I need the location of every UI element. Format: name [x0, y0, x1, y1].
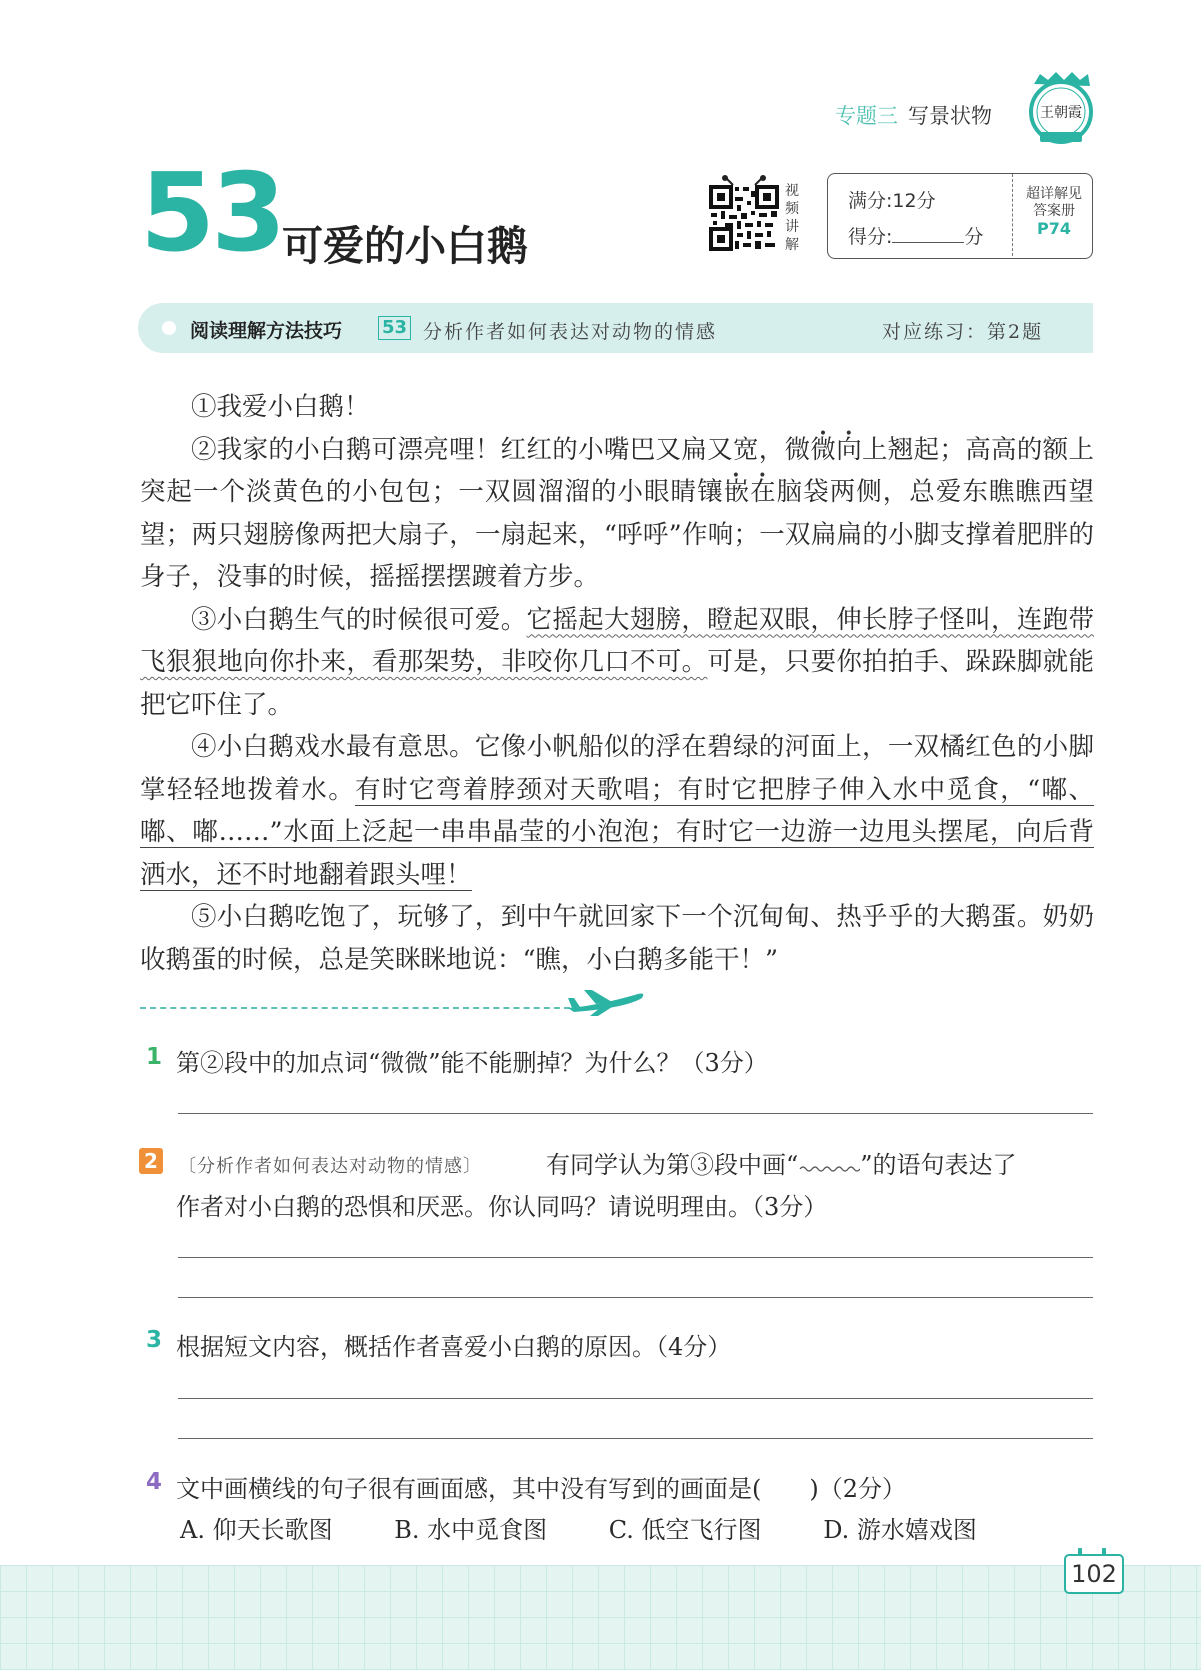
full-score: 满分:12分: [848, 190, 936, 212]
option-b[interactable]: B. 水中觅食图: [394, 1516, 548, 1544]
option-a[interactable]: A. 仰天长歌图: [180, 1516, 333, 1544]
section-divider: [140, 1007, 570, 1009]
banner-practice: 对应练习：第2题: [882, 321, 1044, 343]
question-1-number: 1: [146, 1044, 163, 1070]
question-3-text: 根据短文内容，概括作者喜爱小白鹅的原因。（4分）: [176, 1333, 732, 1361]
dotted-char-wei1: 微: [784, 434, 811, 465]
topic-name: 写景状物: [908, 104, 992, 128]
wavy-line-icon: [798, 1153, 860, 1173]
question-2-text: [546, 1145, 1017, 1180]
page-number: 102: [1064, 1554, 1124, 1594]
dotted-char-qian: 嵌: [723, 477, 751, 507]
paragraph-2-text-a: ②我家的小白鹅可漂亮哩！红红的小嘴巴又扁又宽，: [191, 434, 785, 465]
underlined-sentence: 有时它弯着脖颈对天歌唱；有时它把脖子伸入水中觅食，“嘟、嘟、嘟……”水面上泛起一串串晶莹的小泡泡；有时它一边游一边甩头摆尾，向后背洒水，还不时地翻着跟头哩！: [140, 774, 1094, 890]
question-4-text: 文中画横线的句子很有画面感，其中没有写到的画面是( )（2分）: [176, 1475, 906, 1503]
answer-line-q2-2[interactable]: [178, 1297, 1093, 1298]
answer-ref-line2: 答案册: [1033, 203, 1075, 219]
answer-line-q2-1[interactable]: [178, 1257, 1093, 1258]
paragraph-4: [140, 726, 1094, 896]
question-2-text-c: 作者对小白鹅的恐惧和厌恶。你认同吗？请说明理由。（3分）: [176, 1193, 828, 1221]
lesson-number: 53: [140, 151, 283, 276]
question-3-number: 3: [146, 1327, 163, 1353]
answer-line-q1[interactable]: [178, 1113, 1093, 1114]
banner-number: 53: [378, 316, 411, 340]
author-badge-icon: [1026, 70, 1096, 148]
question-2-number: 2: [139, 1148, 163, 1174]
answer-line-q3-2[interactable]: [178, 1438, 1093, 1439]
answer-line-q3-1[interactable]: [178, 1398, 1093, 1399]
question-4-options: [180, 1510, 1031, 1545]
paragraph-2-text-b: 向上翘起；高高的额上突起一个淡黄色的小包包；一双圆溜溜的小眼睛: [140, 434, 1094, 507]
paragraph-3: [140, 599, 1094, 727]
got-score-label: 得分:: [848, 226, 893, 248]
banner-dot-icon: [162, 321, 176, 335]
question-2-tag: 〔分析作者如何表达对动物的情感〕: [178, 1156, 482, 1177]
banner-description: 分析作者如何表达对动物的情感: [423, 321, 718, 343]
paragraph-3-text-a: ③小白鹅生气的时候很可爱。: [191, 604, 527, 635]
badge-text: 王朝霞: [1040, 105, 1082, 121]
banner-label: 阅读理解方法技巧: [190, 320, 343, 342]
qr-code-icon[interactable]: [705, 175, 783, 253]
paragraph-1: ①我爱小白鹅！: [191, 392, 370, 422]
score-divider: [1012, 174, 1013, 256]
lesson-title: 可爱的小白鹅: [282, 222, 528, 270]
paragraph-5: ⑤小白鹅吃饱了，玩够了，到中午就回家下一个沉甸甸、热乎乎的大鹅蛋。奶奶收鹅蛋的时候，总是笑眯眯地说：“瞧，小白鹅多能干！”: [140, 902, 1094, 975]
question-4-number: 4: [146, 1469, 163, 1495]
paragraph-2-text-c: 在脑袋两侧，总爱东瞧瞧西望望；两只翅膀像两把大扇子，一扇起来，“呼呼”作响；一双扁扁的小脚支撑着肥胖的身子，没事的时候，摇摇摆摆踱着方步。: [140, 477, 1094, 592]
paragraph-2: [140, 429, 1094, 599]
question-2-text-a: 有同学认为第③段中画“: [546, 1151, 799, 1179]
dotted-char-wei2: 微: [810, 434, 837, 465]
footer-grid: [0, 1565, 1201, 1670]
question-2-text-b: ”的语句表达了: [860, 1151, 1017, 1179]
answer-reference: [1014, 186, 1094, 237]
option-d[interactable]: D. 游水嬉戏图: [823, 1516, 977, 1544]
topic-header: [835, 100, 992, 130]
topic-label: 专题三: [835, 104, 898, 128]
score-blank[interactable]: [892, 226, 964, 243]
airplane-icon: [566, 986, 646, 1016]
option-c[interactable]: C. 低空飞行图: [608, 1516, 762, 1544]
answer-ref-line1: 超详解见: [1026, 186, 1082, 202]
question-1-text: 第②段中的加点词“微微”能不能删掉？为什么？（3分）: [176, 1049, 768, 1077]
got-score: [848, 222, 983, 249]
dotted-char-xiang: 镶: [697, 477, 724, 507]
paragraph-4-text-a: ④小白鹅戏水最有意思。它像小帆船似的浮在碧绿的河面上，一双橘红色的小脚掌轻轻地拨着水。: [140, 732, 1094, 805]
paragraph-3-text-b: 可是，只要你拍拍手、跺跺脚就能把它吓住了。: [140, 647, 1094, 720]
got-score-unit: 分: [964, 226, 984, 248]
qr-label: 视频讲解: [785, 183, 799, 253]
answer-ref-page: P74: [1037, 219, 1071, 238]
reading-passage: [140, 386, 1094, 981]
wavy-underlined-sentence: 它摇起大翅膀，瞪起双眼，伸长脖子怪叫，连跑带飞狠狠地向你扑来，看那架势，非咬你几口不可。: [140, 604, 1094, 677]
